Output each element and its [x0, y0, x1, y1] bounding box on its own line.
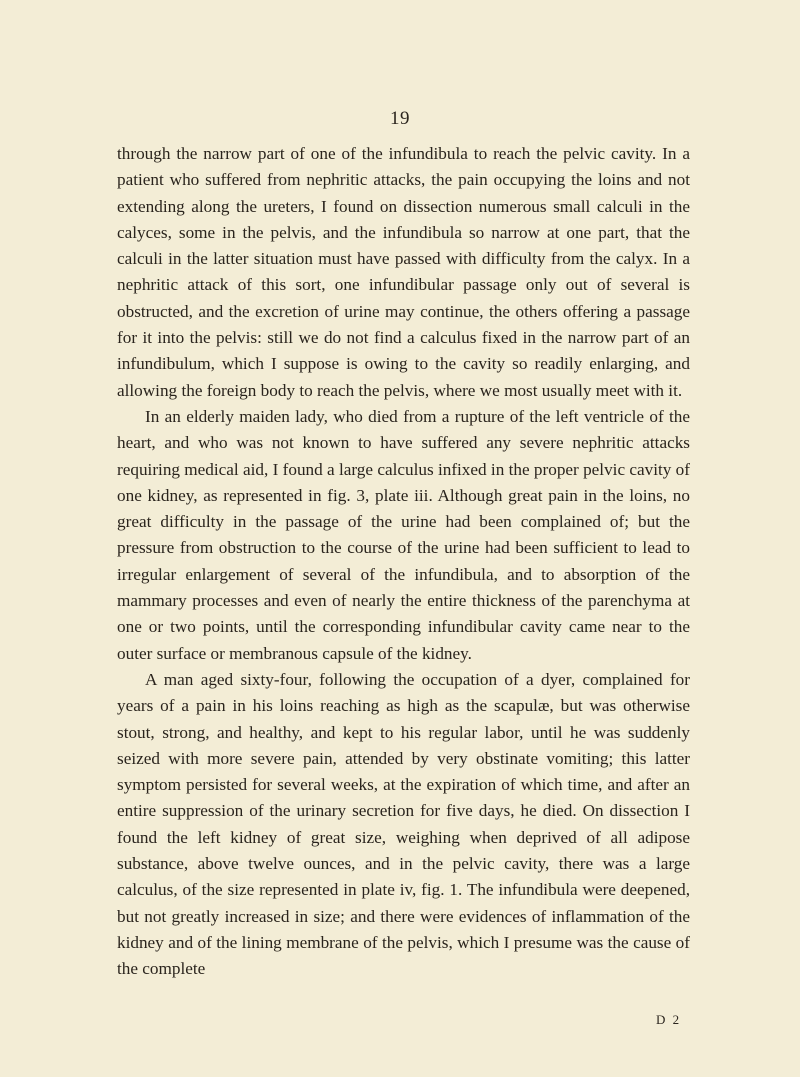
- page-number: 19: [390, 108, 410, 129]
- paragraph-1: through the narrow part of one of the infundibula to reach the pelvic cavity. In a patient who suffered from nephritic attacks, the pain occupying the loins and not extending along the ureters, I found on dissection numerous small calculi in the calyces, some in the pelvis, and the infundibula so narrow at one part, that the calculi in the latter situation must have passed with difficulty from the calyx. In a nephritic attack of this sort, one infundibular passage only out of several is obstructed, and the excretion of urine may continue, the others offering a passage for it into the pelvis: still we do not find a calculus fixed in the narrow part of an infundibulum, which I suppose is owing to the cavity so readily enlarging, and allowing the foreign body to reach the pelvis, where we most usually meet with it.: [117, 144, 690, 400]
- paragraph-2: In an elderly maiden lady, who died from a rupture of the left ventricle of the heart, and who was not known to have suffered any severe nephritic attacks requiring medical aid, I found a large calculus infixed in the proper pelvic cavity of one kidney, as represented in fig. 3, plate iii. Although great pain in the loins, no great difficulty in the passage of the urine had been complained of; but the pressure from obstruction to the course of the urine had been sufficient to lead to irregular enlargement of several of the infundibula, and to absorption of the mammary processes and even of nearly the entire thickness of the parenchyma at one or two points, until the corresponding infundibular cavity came near to the outer surface or membranous capsule of the kidney.: [117, 406, 690, 663]
- paragraph-3: A man aged sixty-four, following the occupation of a dyer, complained for years of a pain in his loins reaching as high as the scapulæ, but was otherwise stout, strong, and healthy, and kept to his regular labor, until he was suddenly seized with more severe pain, attended by very obstinate vomiting; this latter symptom persisted for several weeks, at the expiration of which time, and after an entire suppression of the urinary secretion for five days, he died. On dissection I found the left kidney of great size, weighing when deprived of all adipose substance, above twelve ounces, and in the pelvic cavity, there was a large calculus, of the size represented in plate iv, fig. 1. The infundibula were deepened, but not greatly increased in size; and there were evidences of inflammation of the kidney and of the lining membrane of the pelvis, which I presume was the cause of the complete: [117, 669, 690, 979]
- signature-mark: D 2: [656, 1012, 682, 1027]
- body-text: [117, 141, 690, 983]
